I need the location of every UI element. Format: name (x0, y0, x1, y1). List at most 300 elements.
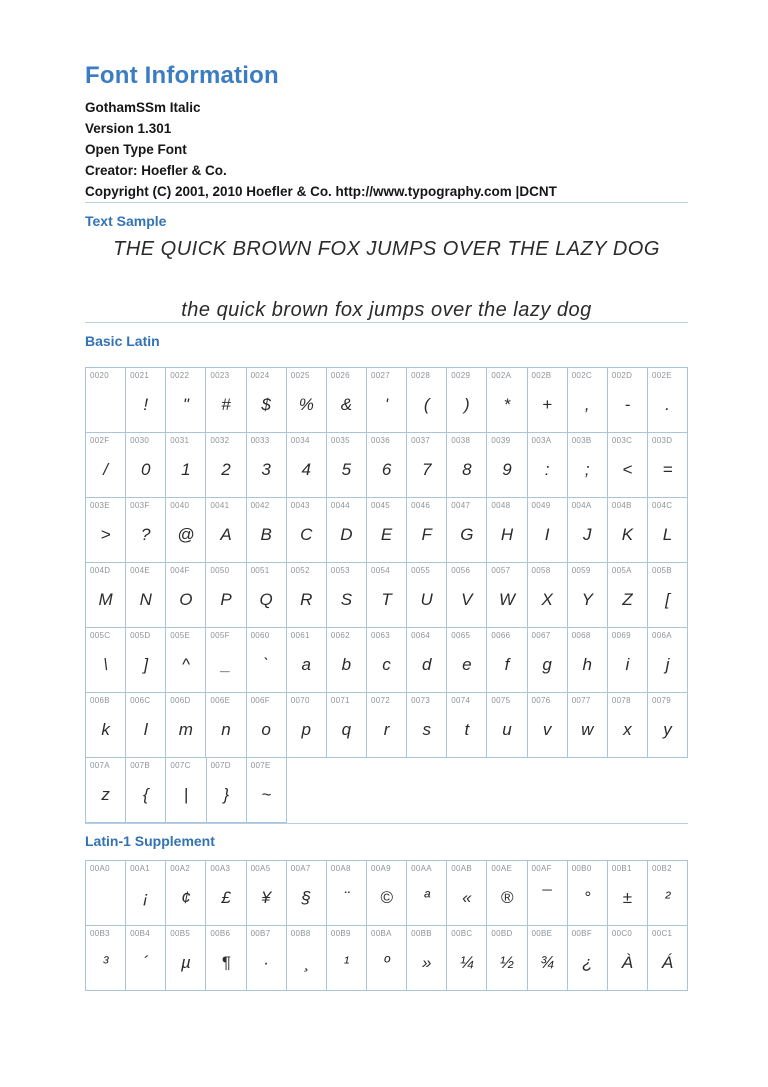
glyph: 7 (421, 459, 432, 479)
glyph-cell (206, 757, 247, 823)
codepoint-label: 0040 (170, 501, 190, 510)
glyph-cell (486, 432, 527, 498)
sample-lowercase: the quick brown fox jumps over the lazy dog (181, 299, 592, 321)
font-copyright-line: Copyright (C) 2001, 2010 Hoefler & Co. http://www.typography.com |DCNT (85, 184, 557, 199)
glyph: H (500, 524, 514, 544)
glyph: \ (103, 654, 108, 674)
codepoint-label: 0071 (330, 696, 350, 705)
glyph: À (621, 952, 634, 972)
codepoint-label: 0072 (370, 696, 390, 705)
codepoint-label: 0059 (571, 566, 591, 575)
glyph: X (541, 589, 553, 609)
glyph-cell (125, 497, 166, 563)
glyph: © (380, 887, 393, 907)
section-heading-text-sample: Text Sample (85, 213, 167, 229)
codepoint-label: 00B7 (250, 929, 271, 938)
glyph: _ (221, 654, 231, 674)
glyph-cell (286, 432, 327, 498)
glyph-cell (286, 860, 327, 926)
glyph-cell (286, 562, 327, 628)
glyph: < (622, 459, 633, 479)
glyph: ² (664, 887, 671, 907)
codepoint-label: 002D (611, 371, 633, 380)
codepoint-label: 003C (611, 436, 633, 445)
glyph: ª (423, 887, 430, 907)
codepoint-label: 0058 (531, 566, 551, 575)
glyph: M (98, 589, 113, 609)
glyph: w (581, 719, 594, 739)
glyph: r (383, 719, 390, 739)
glyph-cell (607, 497, 648, 563)
glyph-cell (165, 627, 206, 693)
glyph: º (383, 952, 390, 972)
codepoint-label: 0057 (491, 566, 511, 575)
glyph: s (422, 719, 431, 739)
glyph-cell (527, 925, 568, 991)
codepoint-label: 00A1 (130, 864, 151, 873)
glyph-cell (647, 367, 688, 433)
glyph: ^ (181, 654, 190, 674)
glyph: = (662, 459, 673, 479)
glyph-cell (366, 562, 407, 628)
glyph-row (86, 432, 688, 498)
codepoint-label: 0022 (170, 371, 190, 380)
codepoint-label: 0056 (451, 566, 471, 575)
glyph-cell (647, 497, 688, 563)
codepoint-label: 00AE (491, 864, 513, 873)
glyph: ) (464, 394, 470, 414)
glyph-cell (567, 367, 608, 433)
glyph-cell (165, 497, 206, 563)
codepoint-label: 0050 (210, 566, 230, 575)
glyph (86, 381, 125, 432)
codepoint-label: 00BF (571, 929, 593, 938)
codepoint-label: 00BA (370, 929, 392, 938)
codepoint-label: 006C (130, 696, 151, 705)
glyph: U (420, 589, 433, 609)
glyph-cell (205, 562, 246, 628)
glyph: m (178, 719, 193, 739)
glyph-cell (246, 562, 287, 628)
glyph: G (460, 524, 474, 544)
glyph-cell (165, 860, 206, 926)
codepoint-label: 0062 (330, 631, 350, 640)
glyph: ¥ (261, 887, 271, 907)
codepoint-label: 0075 (491, 696, 511, 705)
glyph-cell (567, 692, 608, 758)
codepoint-label: 0046 (411, 501, 431, 510)
codepoint-label: 0061 (290, 631, 310, 640)
codepoint-label: 002C (571, 371, 593, 380)
glyph-cell (85, 757, 126, 823)
glyph: E (380, 524, 393, 544)
codepoint-label: 0074 (451, 696, 471, 705)
codepoint-label: 00B3 (90, 929, 110, 938)
codepoint-label: 00A7 (290, 864, 311, 873)
glyph-cell (326, 860, 367, 926)
glyph-cell (85, 925, 126, 991)
codepoint-label: 00AB (451, 864, 473, 873)
glyph-cell (246, 692, 287, 758)
glyph-row (86, 497, 688, 563)
codepoint-label: 0026 (330, 371, 350, 380)
glyph-cell (165, 562, 206, 628)
glyph-cell (567, 860, 608, 926)
codepoint-label: 0073 (411, 696, 431, 705)
codepoint-label: 0042 (250, 501, 270, 510)
glyph: J (583, 524, 592, 544)
codepoint-label: 0048 (491, 501, 511, 510)
codepoint-label: 00B0 (571, 864, 592, 873)
glyph: % (298, 394, 314, 414)
codepoint-label: 00B2 (651, 864, 672, 873)
glyph-row (86, 367, 688, 433)
glyph-cell (486, 860, 527, 926)
codepoint-label: 0027 (370, 371, 390, 380)
glyph: v (542, 719, 552, 739)
glyph-cell (366, 692, 407, 758)
glyph-cell (607, 925, 648, 991)
glyph-cell (406, 692, 447, 758)
codepoint-label: 0036 (370, 436, 390, 445)
codepoint-label: 007B (130, 761, 151, 770)
glyph-cell (446, 692, 487, 758)
codepoint-label: 0024 (250, 371, 270, 380)
codepoint-label: 005D (130, 631, 151, 640)
glyph-cell (205, 432, 246, 498)
glyph: c (382, 654, 391, 674)
glyph: O (179, 589, 193, 609)
glyph-cell (326, 497, 367, 563)
codepoint-label: 00B6 (210, 929, 231, 938)
glyph: [ (665, 589, 670, 609)
glyph: , (584, 394, 590, 414)
codepoint-label: 0051 (250, 566, 270, 575)
glyph-cell (125, 562, 166, 628)
glyph-cell (125, 432, 166, 498)
codepoint-label: 00BC (451, 929, 473, 938)
glyph: h (582, 654, 592, 674)
codepoint-label: 0034 (290, 436, 310, 445)
glyph-cell (125, 367, 166, 433)
glyph-cell (446, 432, 487, 498)
glyph: t (464, 719, 470, 739)
glyph: ¾ (540, 952, 555, 972)
glyph-cell (125, 692, 166, 758)
glyph-cell (246, 432, 287, 498)
codepoint-label: 0047 (451, 501, 471, 510)
glyph-cell (446, 627, 487, 693)
glyph-cell (205, 367, 246, 433)
glyph-cell (246, 627, 287, 693)
glyph-cell (85, 692, 126, 758)
glyph: 9 (502, 459, 512, 479)
glyph-cell (286, 497, 327, 563)
glyph-cell (527, 562, 568, 628)
glyph-cell (486, 692, 527, 758)
glyph-cell (647, 432, 688, 498)
glyph: 5 (341, 459, 352, 479)
glyph: ¶ (221, 952, 231, 972)
glyph-cell (165, 925, 206, 991)
glyph: S (340, 589, 353, 609)
codepoint-label: 0060 (250, 631, 270, 640)
glyph: W (498, 589, 515, 609)
glyph: ½ (499, 952, 515, 972)
glyph-cell (486, 627, 527, 693)
codepoint-label: 007C (170, 761, 191, 770)
glyph-cell (486, 497, 527, 563)
glyph-cell (205, 692, 246, 758)
glyph: - (624, 394, 631, 414)
page-title: Font Information (85, 62, 279, 89)
codepoint-label: 0020 (90, 371, 109, 380)
glyph: A (220, 524, 232, 544)
glyph: f (504, 654, 510, 674)
glyph: j (665, 654, 670, 674)
codepoint-label: 004A (571, 501, 592, 510)
codepoint-label: 0067 (531, 631, 551, 640)
glyph-cell (406, 497, 447, 563)
glyph-cell (607, 367, 648, 433)
codepoint-label: 0070 (290, 696, 310, 705)
glyph: ¯ (542, 887, 552, 907)
glyph: ! (143, 394, 149, 414)
glyph-cell (406, 627, 447, 693)
codepoint-label: 005A (611, 566, 632, 575)
codepoint-label: 002B (531, 371, 552, 380)
glyph: ¢ (181, 887, 191, 907)
codepoint-label: 005E (170, 631, 191, 640)
codepoint-label: 006F (250, 696, 270, 705)
glyph-cell (527, 497, 568, 563)
glyph-cell (246, 925, 287, 991)
glyph: L (662, 524, 673, 544)
glyph-cell (165, 757, 206, 823)
glyph: n (221, 719, 231, 739)
codepoint-label: 002A (491, 371, 512, 380)
glyph: ( (423, 394, 430, 414)
codepoint-label: 00A9 (370, 864, 391, 873)
glyph-cell (326, 925, 367, 991)
codepoint-label: 0065 (451, 631, 471, 640)
glyph-cell (647, 860, 688, 926)
glyph: ' (384, 394, 389, 414)
glyph-cell (366, 497, 407, 563)
glyph-cell (205, 497, 246, 563)
glyph: ¼ (459, 952, 474, 972)
glyph: / (103, 459, 108, 479)
glyph: e (462, 654, 472, 674)
codepoint-label: 00AA (411, 864, 432, 873)
glyph: : (544, 459, 550, 479)
glyph-row (86, 692, 688, 758)
divider (85, 322, 688, 323)
glyph-cell (486, 367, 527, 433)
glyph-cell (406, 367, 447, 433)
codepoint-label: 006A (651, 631, 672, 640)
glyph-cell (527, 432, 568, 498)
codepoint-label: 0031 (170, 436, 190, 445)
codepoint-label: 00AF (531, 864, 552, 873)
codepoint-label: 0044 (330, 501, 350, 510)
glyph: § (301, 887, 311, 907)
glyph: 0 (140, 459, 151, 479)
glyph: @ (177, 524, 195, 544)
glyph-cell (246, 860, 287, 926)
glyph: q (341, 719, 352, 739)
codepoint-label: 0045 (370, 501, 390, 510)
codepoint-label: 0078 (611, 696, 631, 705)
glyph: 8 (462, 459, 472, 479)
glyph-cell (446, 860, 487, 926)
codepoint-label: 0023 (210, 371, 230, 380)
codepoint-label: 0063 (370, 631, 390, 640)
glyph: ¡ (142, 887, 149, 907)
glyph: B (260, 524, 272, 544)
codepoint-label: 0055 (411, 566, 431, 575)
glyph: T (381, 589, 392, 609)
font-creator-line: Creator: Hoefler & Co. (85, 163, 227, 178)
codepoint-label: 00B9 (330, 929, 351, 938)
glyph: x (623, 719, 632, 739)
glyph: Y (581, 589, 593, 609)
glyph-cell (125, 860, 166, 926)
glyph: N (139, 589, 152, 609)
codepoint-label: 0077 (571, 696, 591, 705)
codepoint-label: 003D (651, 436, 673, 445)
glyph-cell (125, 925, 166, 991)
codepoint-label: 006B (90, 696, 110, 705)
glyph-cell (125, 627, 166, 693)
codepoint-label: 0076 (531, 696, 551, 705)
glyph-cell (165, 692, 206, 758)
codepoint-label: 0029 (451, 371, 471, 380)
codepoint-label: 00A5 (250, 864, 271, 873)
glyph-cell (406, 860, 447, 926)
glyph: o (261, 719, 271, 739)
glyph-cell (85, 860, 126, 926)
codepoint-label: 0028 (411, 371, 431, 380)
glyph-cell (527, 692, 568, 758)
glyph: l (143, 719, 148, 739)
codepoint-label: 004B (611, 501, 632, 510)
glyph: D (340, 524, 353, 544)
glyph: ° (583, 887, 591, 907)
glyph-cell (567, 627, 608, 693)
codepoint-label: 0021 (130, 371, 150, 380)
glyph-cell (446, 562, 487, 628)
glyph-cell (567, 497, 608, 563)
codepoint-label: 003F (130, 501, 150, 510)
codepoint-label: 003E (90, 501, 110, 510)
codepoint-label: 006D (170, 696, 191, 705)
glyph-cell (286, 367, 327, 433)
codepoint-label: 007D (210, 761, 231, 770)
glyph: 2 (221, 459, 231, 479)
glyph-cell (647, 925, 688, 991)
glyph: ´ (142, 952, 149, 972)
glyph-cell (486, 925, 527, 991)
glyph-cell (326, 627, 367, 693)
glyph-cell (446, 367, 487, 433)
glyph-cell (246, 497, 287, 563)
codepoint-label: 007A (90, 761, 110, 770)
glyph-cell (607, 692, 648, 758)
glyph (86, 874, 125, 925)
codepoint-label: 0068 (571, 631, 591, 640)
font-type-line: Open Type Font (85, 142, 187, 157)
codepoint-label: 00B1 (611, 864, 632, 873)
glyph-row (86, 562, 688, 628)
glyph: ` (263, 654, 269, 674)
glyph: k (101, 719, 110, 739)
font-name-line: GothamSSm Italic (85, 100, 201, 115)
glyph: µ (180, 952, 191, 972)
glyph-cell (486, 562, 527, 628)
glyph-cell (326, 367, 367, 433)
codepoint-label: 0052 (290, 566, 310, 575)
glyph: ¿ (582, 952, 593, 972)
glyph: « (462, 887, 472, 907)
glyph: # (221, 394, 231, 414)
glyph: ± (622, 887, 633, 907)
codepoint-label: 00A3 (210, 864, 231, 873)
glyph: V (461, 589, 473, 609)
glyph-cell (647, 562, 688, 628)
glyph: C (300, 524, 313, 544)
glyph-cell (366, 860, 407, 926)
glyph: + (542, 394, 553, 414)
glyph: Z (622, 589, 633, 609)
codepoint-label: 00B5 (170, 929, 191, 938)
section-heading-basic-latin: Basic Latin (85, 333, 160, 349)
glyph: ; (584, 459, 590, 479)
glyph-cell (286, 627, 327, 693)
glyph-cell (165, 432, 206, 498)
glyph: £ (221, 887, 231, 907)
glyph-cell (567, 432, 608, 498)
glyph-cell (446, 925, 487, 991)
codepoint-label: 005F (210, 631, 230, 640)
codepoint-label: 00B4 (130, 929, 151, 938)
glyph: 4 (301, 459, 311, 479)
glyph-cell (567, 925, 608, 991)
codepoint-label: 005C (90, 631, 111, 640)
glyph-row (86, 925, 688, 991)
glyph-cell (85, 432, 126, 498)
glyph-cell (246, 757, 287, 823)
font-version-line: Version 1.301 (85, 121, 172, 136)
glyph: Á (661, 952, 674, 972)
glyph-cell (366, 367, 407, 433)
codepoint-label: 0079 (651, 696, 671, 705)
glyph: ] (143, 654, 149, 674)
latin1-supplement-table (85, 860, 688, 991)
codepoint-label: 0069 (611, 631, 631, 640)
glyph: 3 (261, 459, 271, 479)
glyph-cell (205, 860, 246, 926)
glyph: a (301, 654, 311, 674)
glyph-cell (85, 562, 126, 628)
glyph: ¹ (343, 952, 350, 972)
codepoint-label: 005B (651, 566, 672, 575)
font-metadata (85, 97, 688, 202)
glyph-cell (326, 432, 367, 498)
codepoint-label: 00BD (491, 929, 513, 938)
codepoint-label: 0043 (290, 501, 310, 510)
codepoint-label: 007E (250, 761, 271, 770)
